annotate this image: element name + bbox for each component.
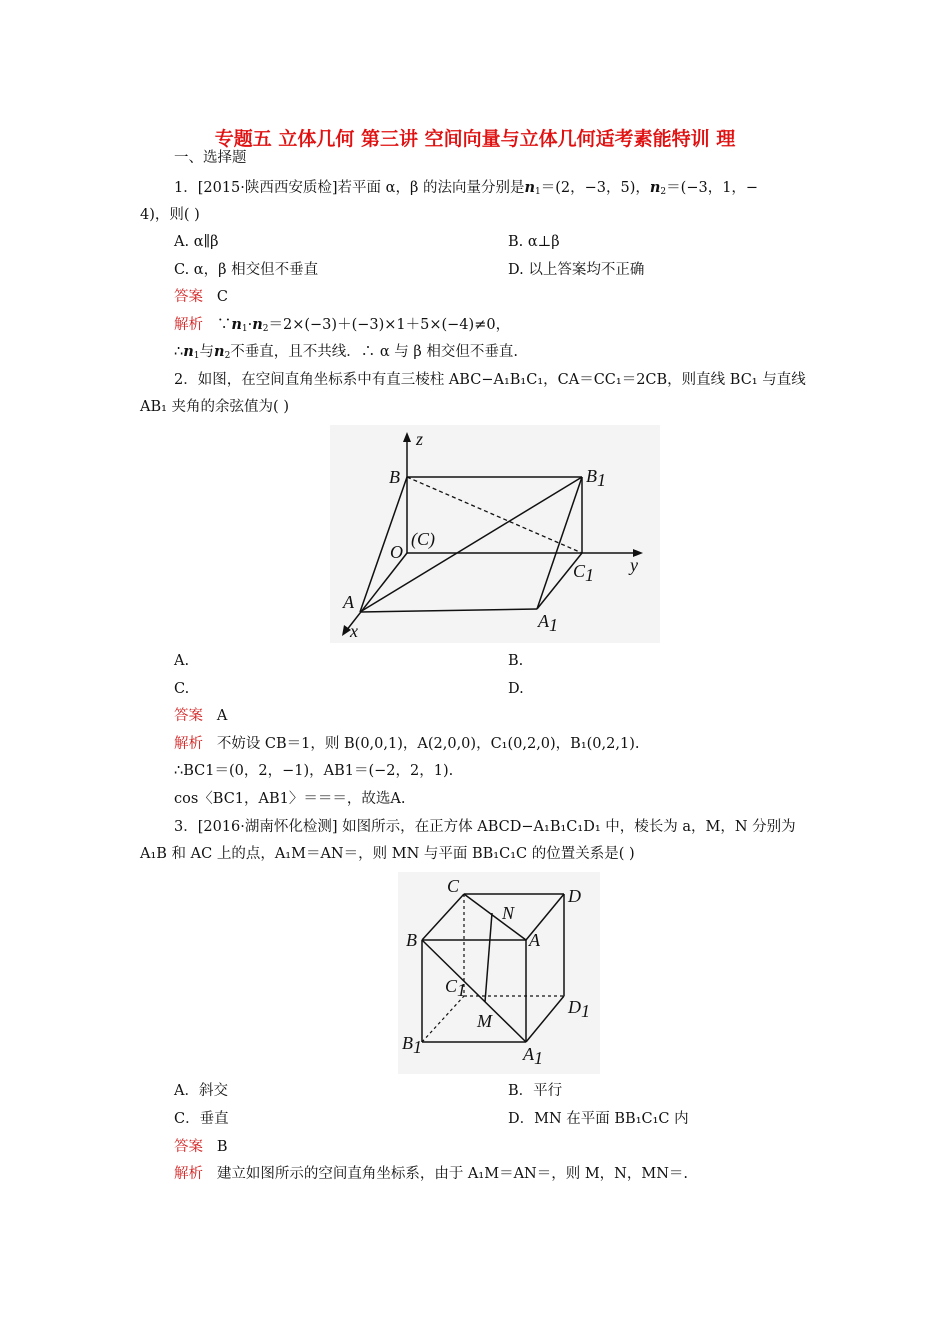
q3-analysis-line1 [174, 1164, 688, 1184]
q2-option-c: C. [174, 681, 190, 697]
q2-analysis-line2: ∴BC1＝(0，2，−1)，AB1＝(−2，2，1). [174, 763, 454, 779]
label-d1-letter: D [568, 997, 581, 1017]
cube-figure [398, 872, 600, 1074]
q1-n2-sub: 2 [660, 187, 667, 197]
q2-analysis-line3: cos〈BC1，AB1〉＝＝＝，故选A. [174, 791, 406, 807]
label-a1-letter: A [523, 1044, 534, 1064]
q3-analysis-label: 解析 [174, 1166, 203, 1182]
label-a1-sub: 1 [534, 1048, 543, 1068]
label-b1-sub: 1 [413, 1037, 422, 1057]
q1-n1-sub: 1 [535, 187, 541, 197]
q1-stem [174, 178, 758, 202]
q2-option-d: D. [508, 681, 524, 697]
label-c1-sub: 1 [585, 565, 595, 585]
q1-an2-post: 不垂直，且不共线．∴ α 与 β 相交但不垂直. [230, 344, 519, 360]
label-c: (C) [411, 529, 435, 549]
q2-analysis-label: 解析 [174, 736, 203, 752]
label-c1-sub: 1 [457, 980, 467, 1000]
label-c1-letter: C [445, 976, 458, 996]
q2-analysis-line1 [174, 734, 639, 754]
q1-n1: n [524, 179, 535, 196]
q1-option-c: C. α，β 相交但不垂直 [174, 262, 319, 278]
q1-an1-n1-sub: 1 [241, 324, 248, 334]
label-b: B [389, 467, 400, 487]
label-c1-letter: C [573, 561, 586, 581]
q3-option-c: C．垂直 [174, 1111, 229, 1127]
q2-answer-value: A [216, 708, 228, 724]
q1-analysis-line1 [174, 315, 510, 339]
q1-an1-pre: ∵ [216, 317, 232, 333]
prism-figure [330, 425, 660, 643]
q1-answer-value: C [216, 289, 228, 305]
q3-answer-value: B [216, 1139, 228, 1155]
label-b1-sub: 1 [597, 470, 606, 490]
q3-option-d: D．MN 在平面 BB₁C₁C 内 [508, 1111, 689, 1127]
label-z: z [416, 429, 424, 449]
q2-answer [174, 706, 227, 726]
q1-analysis-label: 解析 [174, 317, 203, 333]
q2-stem: 2．如图，在空间直角坐标系中有直三棱柱 ABC−A₁B₁C₁，CA＝CC₁＝2CB，则直线 BC₁ 与直线 [174, 372, 806, 388]
q1-n2: n [649, 179, 661, 196]
label-m: M [477, 1011, 492, 1031]
q1-an2-mid: 与 [199, 344, 215, 360]
label-d: D [568, 886, 581, 906]
label-b1-letter: B [402, 1033, 413, 1053]
q3-answer [174, 1137, 227, 1157]
q2-stem-line2: AB₁ 夹角的余弦值为( ) [140, 399, 289, 415]
label-a1-sub: 1 [549, 615, 558, 635]
q1-option-d: D. 以上答案均不正确 [508, 262, 645, 278]
q1-an2-n2: n [214, 343, 225, 360]
q1-an2-n1: n [183, 343, 194, 360]
q3-option-a: A．斜交 [174, 1083, 228, 1099]
q1-option-b: B. α⊥β [508, 234, 560, 250]
label-a: A [529, 930, 540, 950]
q3-option-b: B．平行 [508, 1083, 563, 1099]
label-y: y [630, 555, 638, 575]
label-o: O [390, 542, 403, 562]
q1-answer [174, 287, 228, 307]
label-b: B [406, 930, 417, 950]
q1-option-a: A. α∥β [174, 234, 219, 250]
section-heading: 一、选择题 [174, 150, 247, 166]
label-a: A [343, 592, 354, 612]
q1-an1-post: ＝2×(−3)＋(−3)×1＋5×(−4)≠0， [268, 317, 511, 333]
label-d1-sub: 1 [581, 1001, 590, 1021]
q3-stem-line2: A₁B 和 AC 上的点，A₁M＝AN＝，则 MN 与平面 BB₁C₁C 的位置关系是( ) [140, 846, 635, 862]
q1-an2-pre: ∴ [174, 344, 184, 360]
q1-an1-n2-sub: 2 [262, 324, 269, 334]
q1-eq2: ＝(−3，1，− [666, 180, 759, 196]
label-n: N [502, 903, 515, 923]
q1-eq1: ＝(2，−3，5)， [540, 180, 650, 196]
q1-stem-line2: 4)，则( ) [140, 207, 200, 223]
q1-an1-n2: n [252, 316, 263, 333]
page-title: 专题五 立体几何 第三讲 空间向量与立体几何适考素能特训 理 [214, 128, 736, 150]
q1-an2-n1-sub: 1 [193, 351, 200, 361]
q2-option-a: A. [174, 653, 190, 669]
q1-stem-text: 1．[2015·陕西西安质检]若平面 α，β 的法向量分别是 [174, 180, 525, 196]
q1-an1-n1: n [231, 316, 242, 333]
q2-answer-label: 答案 [174, 708, 203, 724]
q2-option-b: B. [508, 653, 524, 669]
label-c: C [447, 876, 460, 896]
q1-answer-label: 答案 [174, 289, 203, 305]
q1-an2-n2-sub: 2 [224, 351, 231, 361]
q1-analysis-line2 [174, 342, 518, 366]
q2-analysis-text1: 不妨设 CB＝1，则 B(0,0,1)，A(2,0,0)，C₁(0,2,0)，B₁(0,2,1). [216, 736, 640, 752]
q3-analysis-text1: 建立如图所示的空间直角坐标系，由于 A₁M＝AN＝，则 M，N，MN＝. [216, 1166, 689, 1182]
label-b1-letter: B [586, 466, 597, 486]
q3-answer-label: 答案 [174, 1139, 203, 1155]
label-a1-letter: A [538, 611, 549, 631]
q1-an1-mid: · [247, 317, 253, 333]
label-x: x [350, 621, 358, 641]
q3-stem: 3．[2016·湖南怀化检测] 如图所示，在正方体 ABCD−A₁B₁C₁D₁ 中，棱长为 a，M，N 分别为 [174, 819, 796, 835]
